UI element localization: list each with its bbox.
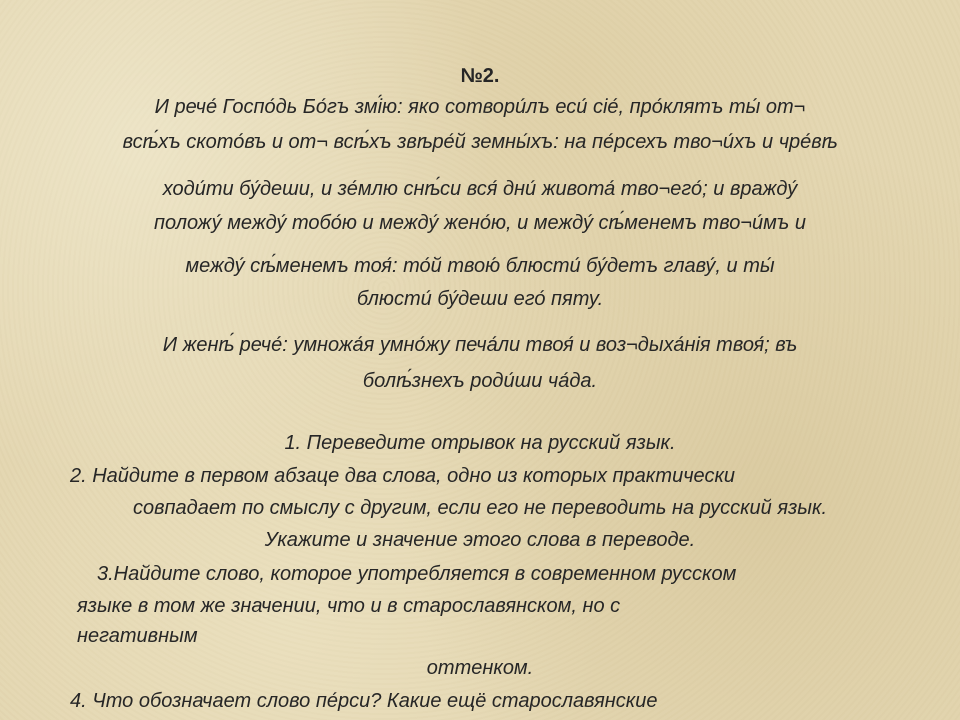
task-item: негативным	[77, 625, 198, 647]
passage-line: И рече́ Госпо́дь Бо́гъ змі́ю: яко сотвори́лъ еси́ сіе́, про́клятъ ты́ от¬	[154, 96, 806, 118]
task-item: языке в том же значении, что и в старославянском, но с	[77, 595, 621, 617]
passage-line: ходи́ти бу́деши, и зе́млю снѣ́си вся́ дни́ живота́ тво¬его́; и вражду́	[162, 178, 798, 200]
task-title: №2.	[460, 65, 500, 87]
task-item: 3.Найдите слово, которое употребляется в современном русском	[97, 563, 737, 585]
passage-line: положу́ между́ тобо́ю и между́ жено́ю, и между́ сѣ́менемъ тво¬и́мъ и	[154, 212, 806, 234]
task-item: совпадает по смыслу с другим, если его не переводить на русский язык.	[132, 497, 828, 519]
task-item: оттенком.	[426, 657, 534, 679]
passage-line: всѣ́хъ ското́въ и от¬ всѣ́хъ звѣре́й земны́хъ: на пе́рсехъ тво¬и́хъ и чре́вѣ	[122, 131, 838, 153]
task-item: Укажите и значение этого слова в переводе.	[264, 529, 696, 551]
passage-line: болѣ́знехъ роди́ши ча́да.	[362, 370, 598, 392]
task-item: 1. Переведите отрывок на русский язык.	[284, 432, 676, 454]
task-item: 4. Что обозначает слово пе́рси? Какие ещё старославянские	[70, 690, 658, 712]
passage-line: между́ сѣ́менемъ тоя́: то́й твою́ блюсти́ бу́детъ главу́, и ты́	[185, 255, 775, 277]
passage-line: И женѣ́ рече́: умножа́я умно́жу печа́ли твоя́ и воз¬дыха́нія твоя́; въ	[162, 334, 798, 356]
passage-line: блюсти́ бу́деши его́ пяту.	[356, 288, 604, 310]
task-item: 2. Найдите в первом абзаце два слова, одно из которых практически	[70, 465, 736, 487]
